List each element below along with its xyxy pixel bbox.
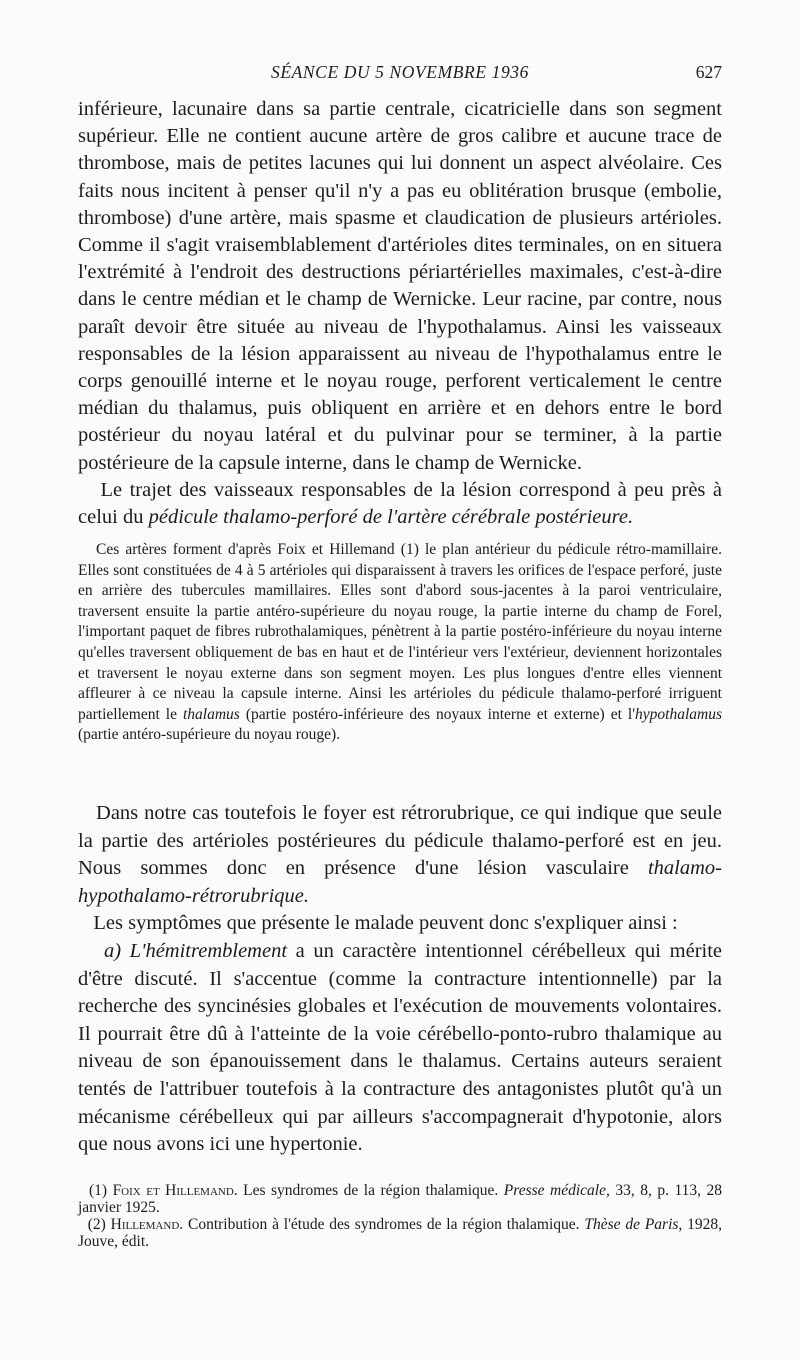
footnote-1 [78,1182,722,1216]
paragraph-3-italic: thalamo-hypothalamo-rétrorubrique. [78,857,722,907]
paragraph-1-text: inférieure, lacunaire dans sa partie centrale, cicatricielle dans son segment supérieur. Elle ne contient aucune artère de gros calibre et aucune trace de thrombose, mais de petites lacunes qui lui donnent un aspect alvéolaire. Ces faits nous incitent à penser qu'il n'y a pas eu oblitération brusque (embolie, thrombose) d'une artère, mais spasme et claudication de plusieurs artérioles. Comme il s'agit vraisemblablement d'artérioles dites terminales, on en situera l'extrémité à l'endroit des destructions périartérielles maximales, c'est-à-dire dans le centre médian et le champ de Wernicke. Leur racine, par contre, nous paraît devoir être située au niveau de l'hypothalamus. Ainsi les vaisseaux responsables de la lésion apparaissent au niveau de l'hypothalamus entre le corps genouillé interne et le noyau rouge, perforent verticalement le centre médian du thalamus, puis obliquent en arrière et en dehors entre le bord postérieur du noyau latéral et du pulvinar pour se terminer, à la partie postérieure de la capsule interne, dans le champ de Wernicke. [78,98,722,474]
footnote-1-authors: Foix et Hillemand. [112,1182,238,1199]
paragraph-1 [78,96,722,477]
page-header [78,62,722,90]
footnotes [78,1182,722,1250]
small-italic-hypothalamus: hypothalamus [635,705,722,723]
footnote-1-number: (1) [88,1182,108,1199]
paragraph-5-italic: L'hémitremblement [129,939,288,962]
body-section-1 [78,96,722,531]
paragraph-4 [78,910,722,938]
small-paragraph [78,540,722,746]
footnote-2-thesis: Thèse de Paris, [584,1216,683,1233]
small-text-b: (partie postéro-inférieure des noyaux interne et externe) et l' [239,705,636,723]
small-text-a: Ces artères forment d'après Foix et Hillemand (1) le plan antérieur du pédicule rétro-mamillaire. Elles sont constituées de 4 à 5 artérioles qui disparaissent à travers les orifices de l'espace perforé, juste en arrière des tubercules mamillaires. Elles sont d'abord sous-jacentes à la paroi ventriculaire, traversent ensuite la partie antéro-supérieure du noyau rouge, la partie interne du champ de Forel, l'important paquet de fibres rubrothalamiques, pénètrent à la partie postéro-inférieure du noyau interne qu'elles traversent obliquement de bas en haut et de l'intérieur vers l'extérieur, deviennent horizontales et traversent le noyau externe dans son segment moyen. Les plus longues d'entre elles viennent affleurer à ce niveau la capsule interne. Ainsi les artérioles du pédicule thalamo-perforé irriguent partiellement le [78,541,722,723]
footnote-1-journal: Presse médicale, [503,1182,610,1199]
small-text-c: (partie antéro-supérieure du noyau rouge). [78,726,341,744]
small-print-section [78,540,722,746]
footnote-2-text: Contribution à l'étude des syndromes de la région thalamique. [183,1216,585,1233]
small-italic-thalamus: thalamus [183,705,240,723]
paragraph-2-text: Le trajet des vaisseaux responsables de la lésion correspond à peu près à celui du [78,478,722,529]
footnote-2-number: (2) [87,1216,106,1233]
footnote-2-author: Hillemand. [110,1216,184,1233]
paragraph-4-text: Les symptômes que présente le malade peuvent donc s'expliquer ainsi : [93,912,678,935]
paragraph-3 [78,800,722,910]
paragraph-2-italic: pédicule thalamo-perforé de l'artère cérébrale postérieure. [148,506,634,529]
running-title: SÉANCE DU 5 NOVEMBRE 1936 [270,62,530,82]
paragraph-5-text: a un caractère intentionnel cérébelleux qui mérite d'être discuté. Il s'accentue (comme la contracture intentionnelle) par la recherche des syncinésies globales et l'exécution de mouvements volontaires. Il pourrait être dû à l'atteinte de la voie cérébello-ponto-rubro thalamique au niveau de son épanouissement dans le thalamus. Certains auteurs seraient tentés de l'attribuer toutefois à la contracture des antagonistes plutôt qu'à un mécanisme cérébelleux qui par ailleurs s'accompagnerait d'hypotonie, alors que nous avons ici une hypertonie. [78,939,723,1156]
body-section-2 [78,800,722,1159]
paragraph-2 [78,477,722,531]
paragraph-3-text: Dans notre cas toutefois le foyer est rétrorubrique, ce qui indique que seule la partie des artérioles postérieures du pédicule thalamo-perforé est en jeu. Nous sommes donc en présence d'une lésion vasculaire [78,802,722,880]
footnote-2-reference: 1928, Jouve, édit. [78,1216,723,1250]
footnote-1-reference: 33, 8, p. 113, 28 janvier 1925. [78,1182,722,1216]
footnote-1-text: Les syndromes de la région thalamique. [237,1182,504,1199]
page-number: 627 [695,62,722,82]
footnote-2 [78,1216,722,1250]
paragraph-5 [78,938,722,1159]
paragraph-5-label: a) [103,939,130,962]
